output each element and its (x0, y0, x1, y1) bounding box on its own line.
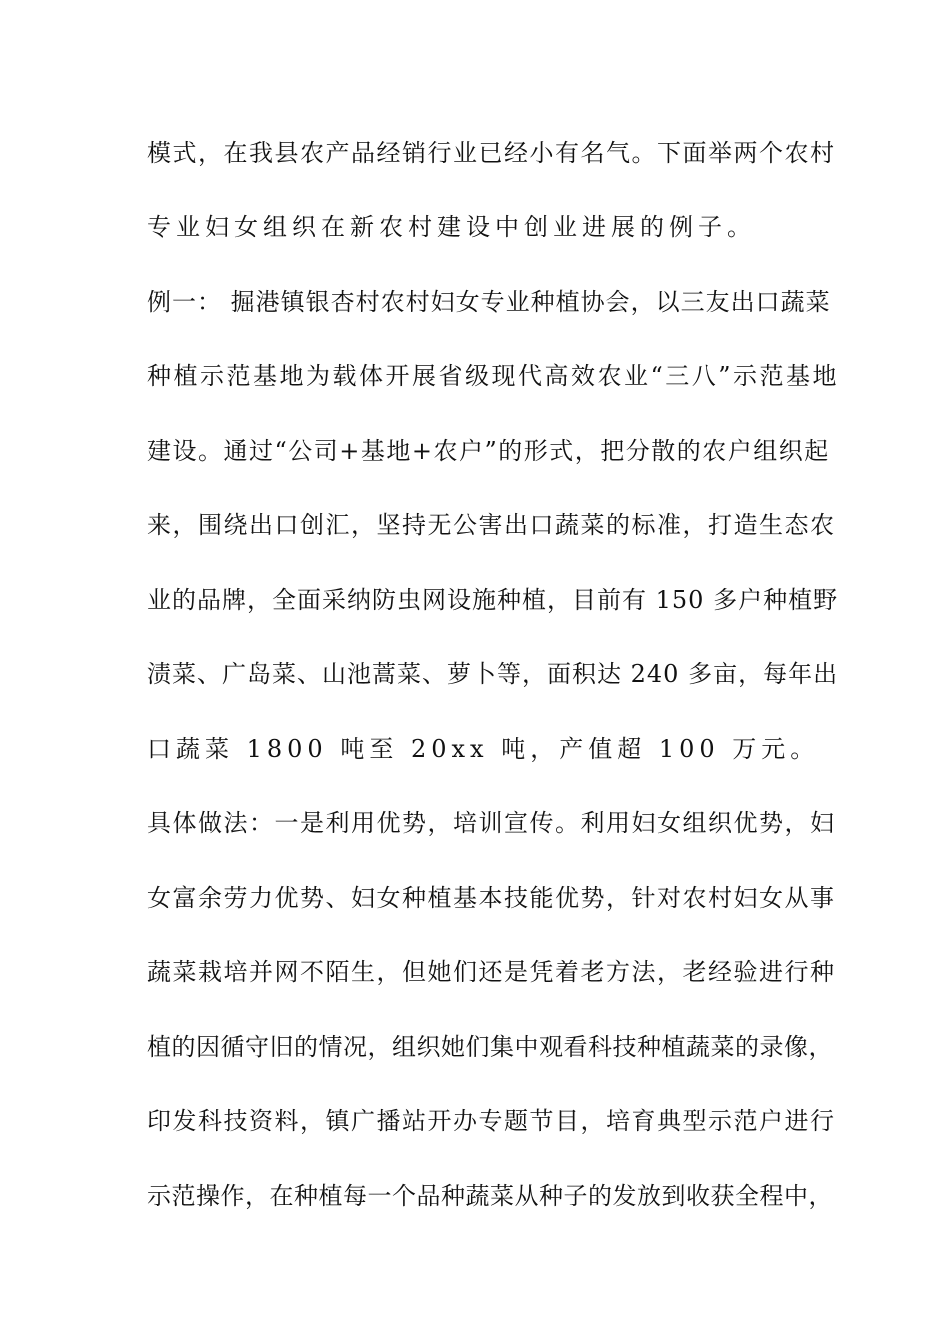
text-line: 蔬菜栽培并网不陌生，但她们还是凭着老方法，老经验进行种 (147, 958, 836, 986)
text-line: 业的品牌，全面采纳防虫网设施种植，目前有 150 多户种植野 (147, 586, 839, 614)
text-line: 种植示范基地为载体开展省级现代高效农业“三八”示范基地 (147, 362, 840, 390)
text-line: 例一： 掘港镇银杏村农村妇女专业种植协会，以三友出口蔬菜 (147, 288, 831, 316)
text-line: 专业妇女组织在新农村建设中创业进展的例子。 (147, 213, 756, 241)
text-line: 具体做法：一是利用优势，培训宣传。利用妇女组织优势，妇 (147, 809, 836, 837)
text-line: 女富余劳力优势、妇女种植基本技能优势，针对农村妇女从事 (147, 884, 836, 912)
text-line: 模式，在我县农产品经销行业已经小有名气。下面举两个农村 (147, 139, 836, 167)
text-line: 建设。通过“公司+基地+农户”的形式，把分散的农户组织起 (147, 437, 830, 465)
text-line: 口蔬菜 1800 吨至 20xx 吨，产值超 100 万元。 (147, 735, 820, 763)
text-line: 渍菜、广岛菜、山池蒿菜、萝卜等，面积达 240 多亩，每年出 (147, 660, 839, 688)
text-line: 示范操作，在种植每一个品种蔬菜从种子的发放到收获全程中， (147, 1182, 833, 1210)
text-line: 印发科技资料，镇广播站开办专题节目，培育典型示范户进行 (147, 1107, 836, 1135)
text-line: 来，围绕出口创汇，坚持无公害出口蔬菜的标准，打造生态农 (147, 511, 836, 539)
text-line: 植的因循守旧的情况，组织她们集中观看科技种植蔬菜的录像， (147, 1033, 833, 1061)
